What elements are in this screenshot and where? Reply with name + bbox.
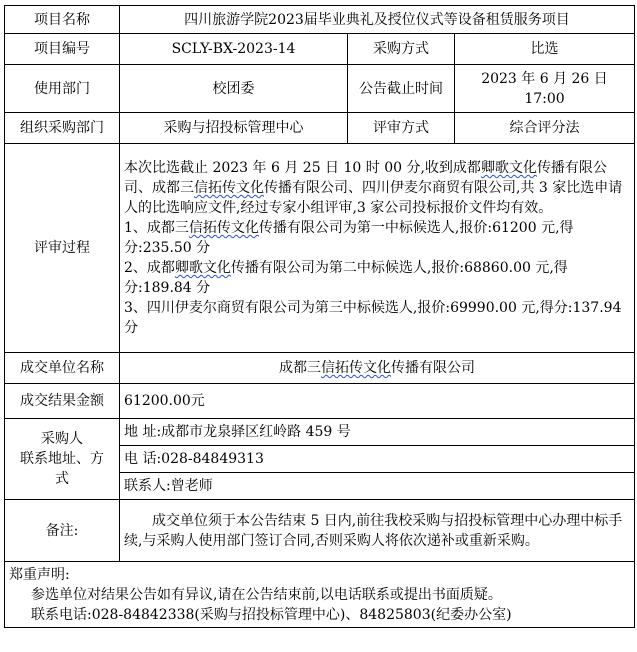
process-result-1: 1、成都三信拓传文化传播有限公司为第一中标候选人,报价:61200 元,得分:235.50 分 xyxy=(124,220,574,256)
declaration-title: 郑重声明: xyxy=(9,566,70,583)
process-intro: 本次比选截止 2023 年 6 月 25 日 10 时 00 分,收到成都卿歌文化传播有限公司、成都三信拓传文化传播有限公司、四川伊麦尔商贸有限公司,共 3 家比选申请人的比选响应文件,经过专家小组评审,3 家公司投标报价文件均有效。 xyxy=(124,160,623,216)
value-amount: 61200.00元 xyxy=(120,384,635,419)
row-org-dept xyxy=(5,113,635,144)
value-project-no: SCLY-BX-2023-14 xyxy=(120,34,348,65)
declaration-line-1: 参选单位对结果公告如有异议,请在公告结束前,以电话联系或提出书面质疑。 xyxy=(31,586,502,603)
label-org-dept: 组织采购部门 xyxy=(5,113,120,144)
row-winner xyxy=(5,353,635,384)
value-review-method: 综合评分法 xyxy=(455,113,635,144)
row-department xyxy=(5,65,635,113)
value-winner: 成都三信拓传文化传播有限公司 xyxy=(120,353,635,384)
value-deadline xyxy=(455,65,635,113)
process-result-2: 2、成都卿歌文化传播有限公司为第二中标候选人,报价:68860.00 元,得分:189.84 分 xyxy=(124,260,568,296)
row-amount xyxy=(5,384,635,419)
process-result-3: 3、四川伊麦尔商贸有限公司为第三中标候选人,报价:69990.00 元,得分:137.94 分 xyxy=(124,300,622,336)
value-note: 成交单位须于本公告结束 5 日内,前往我校采购与招投标管理中心办理中标手续,与采购人使用部门签订合同,否则采购人将依次递补或重新采购。 xyxy=(120,500,635,562)
announcement-table xyxy=(4,5,635,628)
deadline-time: 17:00 xyxy=(524,90,565,107)
label-department: 使用部门 xyxy=(5,65,120,113)
label-deadline: 公告截止时间 xyxy=(348,65,455,113)
declaration-line-2: 联系电话:028-84842338(采购与招投标管理中心)、84825803(纪委办公室) xyxy=(31,606,512,623)
value-purchase-method: 比选 xyxy=(455,34,635,65)
value-org-dept: 采购与招投标管理中心 xyxy=(120,113,348,144)
value-department: 校团委 xyxy=(120,65,348,113)
label-project-name: 项目名称 xyxy=(5,6,120,34)
row-project-name xyxy=(5,6,635,34)
label-amount: 成交结果金额 xyxy=(5,384,120,419)
label-review-process: 评审过程 xyxy=(5,144,120,353)
deadline-date: 2023 年 6 月 26 日 xyxy=(481,70,608,87)
project-title: 四川旅游学院2023届毕业典礼及授位仪式等设备租赁服务项目 xyxy=(120,6,635,34)
value-address: 地 址:成都市龙泉驿区红岭路 459 号 xyxy=(120,419,635,446)
row-project-no xyxy=(5,34,635,65)
row-review-process xyxy=(5,144,635,353)
label-note: 备注: xyxy=(5,500,120,562)
value-contact-person: 联系人:曾老师 xyxy=(120,473,635,500)
row-declaration xyxy=(5,562,635,628)
label-contact: 采购人 联系地址、方 式 xyxy=(5,419,120,500)
label-review-method: 评审方式 xyxy=(348,113,455,144)
label-winner: 成交单位名称 xyxy=(5,353,120,384)
row-note xyxy=(5,500,635,562)
review-process-text xyxy=(120,144,635,353)
value-phone: 电 话:028-84849313 xyxy=(120,446,635,473)
label-purchase-method: 采购方式 xyxy=(348,34,455,65)
label-project-no: 项目编号 xyxy=(5,34,120,65)
declaration xyxy=(5,562,635,628)
row-address xyxy=(5,419,635,446)
